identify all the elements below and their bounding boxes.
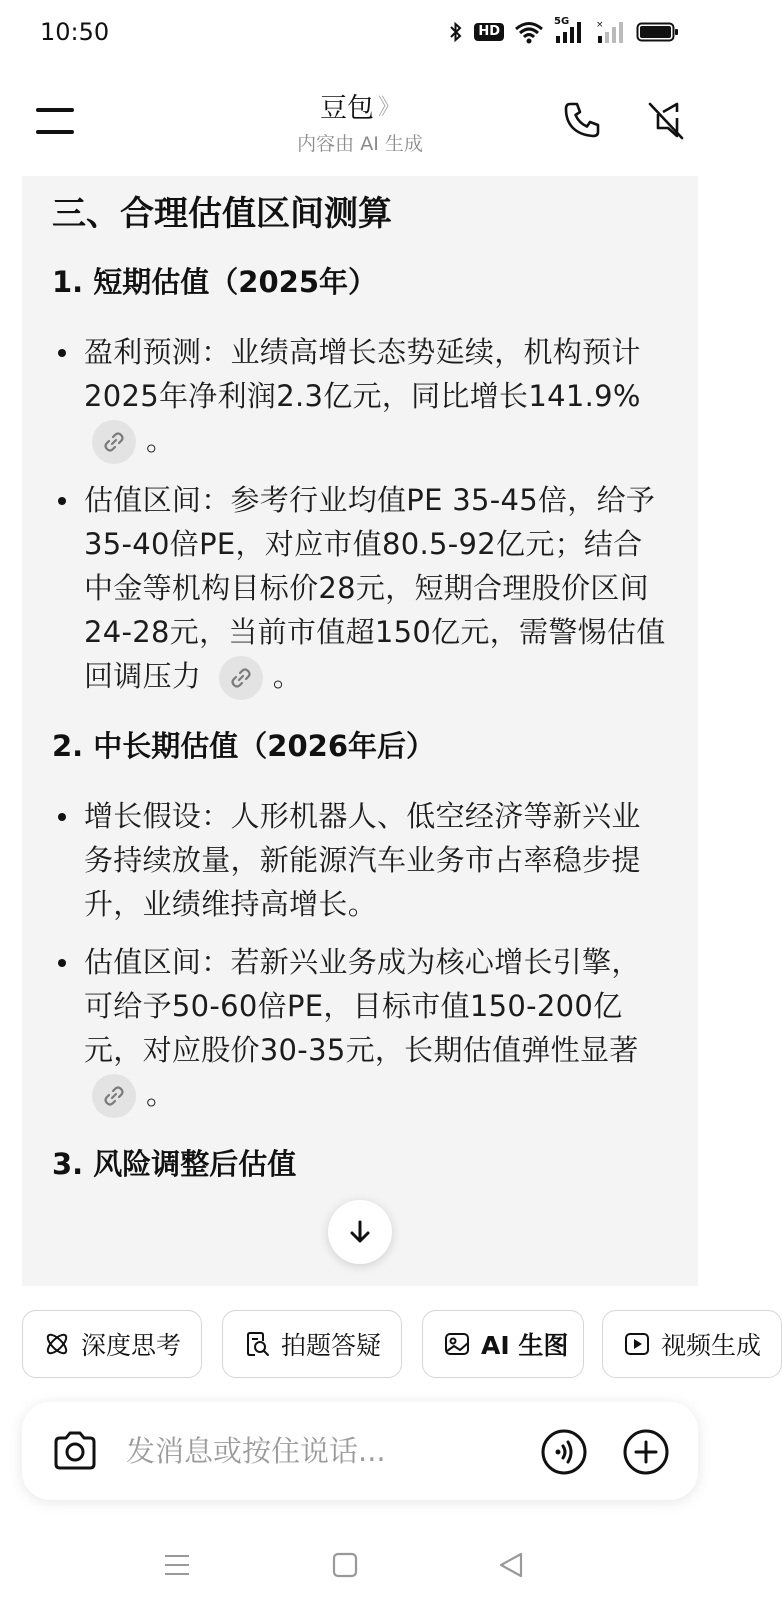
chevron-right-icon: 》 bbox=[377, 95, 400, 120]
reference-link-button[interactable] bbox=[92, 1074, 136, 1118]
arrow-down-icon bbox=[346, 1218, 374, 1246]
bullet-list bbox=[52, 330, 668, 700]
camera-button[interactable] bbox=[50, 1426, 100, 1476]
link-icon bbox=[229, 666, 253, 690]
message-input[interactable] bbox=[126, 1424, 506, 1478]
signal-5g-icon: 5G bbox=[554, 19, 586, 45]
bullet-list bbox=[52, 794, 668, 1118]
menu-lines-icon bbox=[162, 1550, 192, 1580]
wifi-icon bbox=[514, 20, 544, 44]
chat-title: 豆包 bbox=[319, 93, 374, 124]
status-icons bbox=[448, 16, 680, 45]
system-nav-bar bbox=[0, 1540, 720, 1600]
signal-icon bbox=[596, 19, 626, 45]
link-icon bbox=[102, 430, 126, 454]
camera-icon bbox=[50, 1426, 100, 1476]
phone-icon bbox=[560, 98, 604, 142]
chat-subtitle: 内容由 AI 生成 bbox=[297, 133, 423, 155]
battery-icon bbox=[636, 20, 680, 44]
back-triangle-icon bbox=[496, 1550, 526, 1580]
message-content bbox=[22, 176, 698, 1286]
subsection-title: 1. 短期估值（2025年） bbox=[52, 265, 378, 299]
mute-button[interactable] bbox=[644, 98, 688, 142]
list-item: 估值区间：若新兴业务成为核心增长引擎，可给予50-60倍PE，目标市值150-200亿元，对应股价30-35元，长期估值弹性显著 。 bbox=[52, 940, 668, 1118]
quick-actions bbox=[0, 1310, 762, 1380]
call-button[interactable] bbox=[560, 98, 604, 142]
nav-menu-button[interactable] bbox=[162, 1550, 202, 1590]
list-item: 盈利预测：业绩高增长态势延续，机构预计2025年净利润2.3亿元，同比增长141.9% 。 bbox=[52, 330, 668, 464]
atom-icon bbox=[43, 1330, 71, 1358]
list-item: 增长假设：人形机器人、低空经济等新兴业务持续放量，新能源汽车业务市占率稳步提升，业绩维持高增长。 bbox=[52, 794, 668, 926]
quick-action-photo-qa[interactable]: 拍题答疑 bbox=[222, 1310, 402, 1378]
status-bar bbox=[0, 0, 720, 64]
plus-icon bbox=[622, 1428, 670, 1476]
quick-action-deep-think[interactable]: 深度思考 bbox=[22, 1310, 202, 1378]
title-block[interactable] bbox=[0, 86, 720, 156]
section-heading: 三、合理估值区间测算 bbox=[52, 194, 392, 234]
scroll-to-bottom-button[interactable] bbox=[328, 1200, 392, 1264]
voice-icon bbox=[540, 1428, 588, 1476]
reference-link-button[interactable] bbox=[219, 656, 263, 700]
quick-action-video[interactable]: 视频生成 bbox=[602, 1310, 782, 1378]
quick-action-ai-image[interactable]: AI 生图 bbox=[422, 1310, 584, 1378]
search-doc-icon bbox=[243, 1330, 271, 1358]
message-composer bbox=[22, 1402, 698, 1500]
voice-button[interactable] bbox=[540, 1428, 588, 1476]
chat-header bbox=[0, 76, 720, 166]
nav-back-button[interactable] bbox=[496, 1550, 536, 1590]
list-item: 估值区间：参考行业均值PE 35-45倍，给予35-40倍PE，对应市值80.5-92亿元；结合中金等机构目标价28元，短期合理股价区间24-28元，当前市值超150亿元，需警惕估值回调压力 。 bbox=[52, 478, 668, 700]
status-time: 10:50 bbox=[40, 18, 110, 46]
image-icon bbox=[443, 1330, 471, 1358]
subsection-title: 3. 风险调整后估值 bbox=[52, 1147, 297, 1181]
bluetooth-icon bbox=[448, 20, 464, 44]
nav-home-button[interactable] bbox=[330, 1550, 370, 1590]
svg-text:×: × bbox=[596, 20, 604, 30]
play-icon bbox=[623, 1330, 651, 1358]
link-icon bbox=[102, 1084, 126, 1108]
home-square-icon bbox=[330, 1550, 360, 1580]
reference-link-button[interactable] bbox=[92, 420, 136, 464]
add-button[interactable] bbox=[622, 1428, 670, 1476]
hd-icon: HD bbox=[474, 23, 504, 41]
subsection-title: 2. 中长期估值（2026年后） bbox=[52, 729, 436, 763]
mute-icon bbox=[644, 98, 688, 142]
